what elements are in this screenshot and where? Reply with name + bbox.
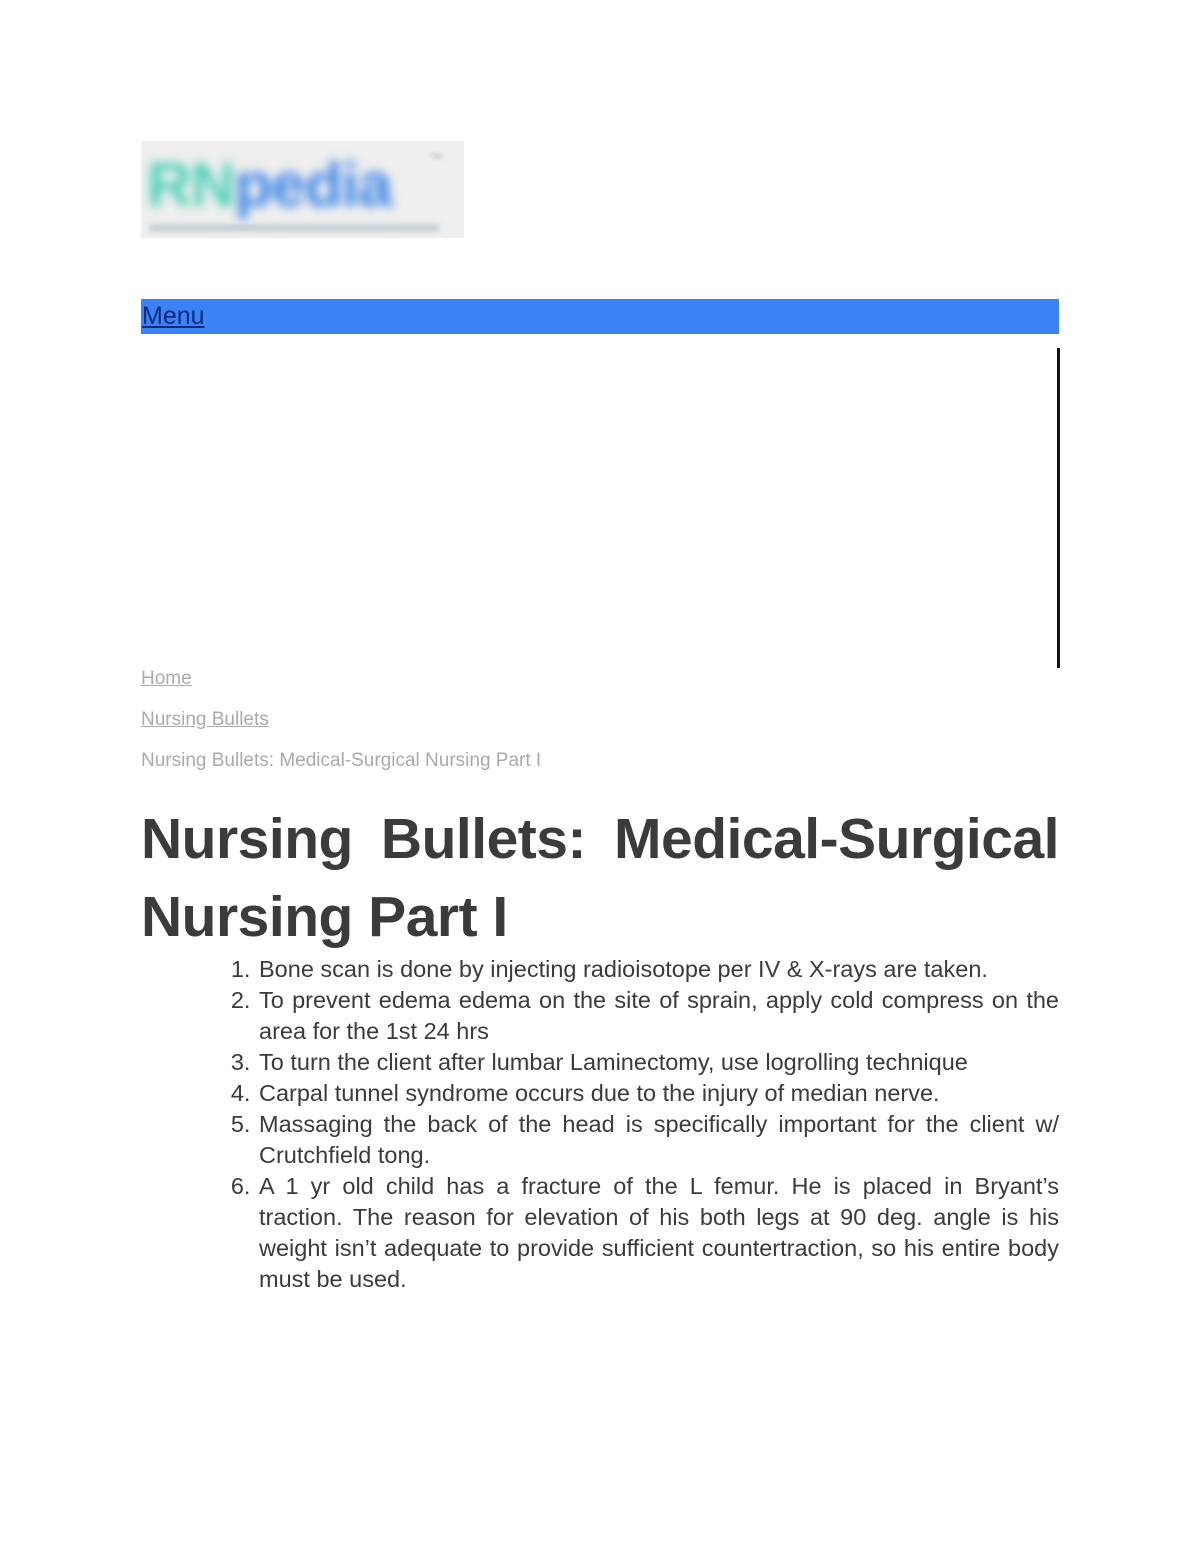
breadcrumb-category-link[interactable]: Nursing Bullets <box>141 709 269 730</box>
list-item: 2. To prevent edema edema on the site of sprain, apply cold compress on the area for the 1st 24 hrs <box>257 985 1059 1047</box>
breadcrumb-current: Nursing Bullets: Medical-Surgical Nursing Part I <box>141 750 542 771</box>
list-item: 4. Carpal tunnel syndrome occurs due to the injury of median nerve. <box>257 1078 1059 1109</box>
page-title: Nursing Bullets: Medical-Surgical Nursing Part I <box>141 807 1059 949</box>
logo-wordmark <box>147 151 392 220</box>
site-logo[interactable] <box>141 141 464 238</box>
list-item: 6. A 1 yr old child has a fracture of the L femur. He is placed in Bryant’s traction. The reason for elevation of his both legs at 90 deg. angle is his weight isn’t adequate to provide sufficient countertraction, so his entire body must be used. <box>257 1171 1059 1295</box>
list-item: 3. To turn the client after lumbar Laminectomy, use logrolling technique <box>257 1047 1059 1078</box>
menu-link[interactable]: Menu <box>142 302 205 330</box>
logo-pedia-text: pedia <box>234 151 392 220</box>
list-item: 1. Bone scan is done by injecting radioisotope per IV & X-rays are taken. <box>257 954 1059 985</box>
logo-rn-text: RN <box>147 151 235 220</box>
menu-bar <box>141 299 1059 334</box>
breadcrumb-home-link[interactable]: Home <box>141 668 192 689</box>
bullet-list <box>141 954 1059 1295</box>
vertical-divider <box>1057 348 1060 668</box>
logo-tagline-blur <box>149 225 439 231</box>
list-item: 5. Massaging the back of the head is specifically important for the client w/ Crutchfield tong. <box>257 1109 1059 1171</box>
logo-trademark: ™ <box>430 151 442 165</box>
